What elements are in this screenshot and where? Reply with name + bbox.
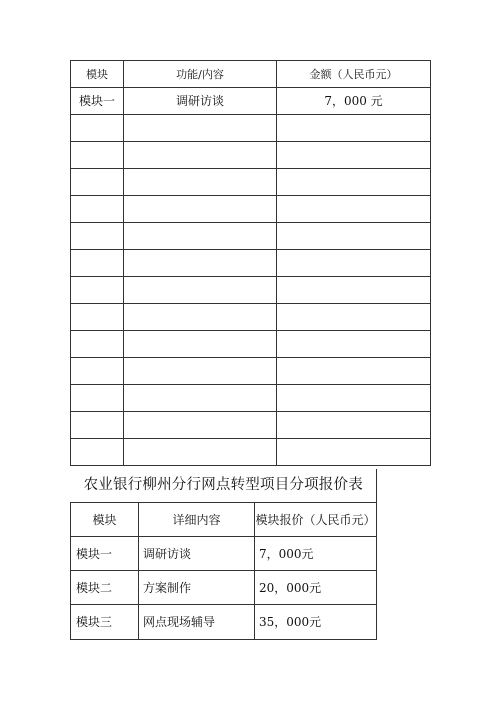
empty-cell — [124, 277, 277, 304]
table-header-row — [71, 61, 431, 88]
empty-cell — [277, 223, 431, 250]
table-header-row — [71, 503, 377, 537]
row-module: 模块一 — [71, 537, 139, 571]
row-module: 模块二 — [71, 571, 139, 605]
empty-cell — [277, 439, 431, 466]
header-function-content: 功能/内容 — [124, 61, 277, 88]
empty-table-row — [71, 412, 431, 439]
row-price: 7，000元 — [255, 537, 377, 571]
empty-cell — [71, 385, 124, 412]
empty-cell — [124, 304, 277, 331]
empty-cell — [124, 250, 277, 277]
table-row — [71, 605, 377, 640]
empty-table-row — [71, 223, 431, 250]
table-title: 农业银行柳州分行网点转型项目分项报价表 — [71, 469, 377, 503]
empty-cell — [277, 385, 431, 412]
empty-table-row — [71, 196, 431, 223]
header-detail-content: 详细内容 — [139, 503, 255, 537]
empty-table-row — [71, 115, 431, 142]
empty-table-row — [71, 169, 431, 196]
empty-cell — [124, 223, 277, 250]
empty-cell — [277, 331, 431, 358]
empty-cell — [277, 250, 431, 277]
empty-cell — [71, 115, 124, 142]
empty-cell — [71, 142, 124, 169]
header-module: 模块 — [71, 61, 124, 88]
empty-cell — [71, 412, 124, 439]
empty-cell — [277, 277, 431, 304]
module-amount-table — [70, 60, 431, 466]
empty-cell — [277, 358, 431, 385]
empty-cell — [124, 142, 277, 169]
empty-cell — [71, 223, 124, 250]
empty-table-row — [71, 304, 431, 331]
quotation-table — [70, 469, 377, 640]
empty-cell — [277, 115, 431, 142]
empty-table-row — [71, 439, 431, 466]
empty-cell — [124, 385, 277, 412]
empty-table-row — [71, 358, 431, 385]
empty-cell — [277, 196, 431, 223]
table-row — [71, 88, 431, 115]
row-content: 网点现场辅导 — [139, 605, 255, 640]
empty-cell — [71, 304, 124, 331]
empty-table-row — [71, 142, 431, 169]
empty-cell — [277, 412, 431, 439]
empty-table-row — [71, 250, 431, 277]
empty-cell — [71, 169, 124, 196]
empty-cell — [277, 304, 431, 331]
row-module: 模块三 — [71, 605, 139, 640]
empty-cell — [71, 277, 124, 304]
empty-cell — [124, 196, 277, 223]
table-title-row — [71, 469, 377, 503]
table-row — [71, 537, 377, 571]
row-content: 方案制作 — [139, 571, 255, 605]
empty-cell — [71, 250, 124, 277]
empty-cell — [71, 439, 124, 466]
empty-table-row — [71, 385, 431, 412]
row-amount: 7，000 元 — [277, 88, 431, 115]
empty-table-row — [71, 331, 431, 358]
row-price: 20，000元 — [255, 571, 377, 605]
empty-cell — [71, 196, 124, 223]
empty-cell — [277, 169, 431, 196]
empty-cell — [124, 331, 277, 358]
empty-cell — [71, 331, 124, 358]
header-amount: 金额（人民币元） — [277, 61, 431, 88]
empty-cell — [124, 169, 277, 196]
header-module: 模块 — [71, 503, 139, 537]
table-row — [71, 571, 377, 605]
row-price: 35，000元 — [255, 605, 377, 640]
empty-cell — [124, 115, 277, 142]
empty-cell — [277, 142, 431, 169]
empty-table-row — [71, 277, 431, 304]
empty-cell — [71, 358, 124, 385]
header-module-price: 模块报价（人民币元） — [255, 503, 377, 537]
empty-cell — [124, 439, 277, 466]
row-content: 调研访谈 — [139, 537, 255, 571]
empty-cell — [124, 412, 277, 439]
row-module: 模块一 — [71, 88, 124, 115]
empty-cell — [124, 358, 277, 385]
row-content: 调研访谈 — [124, 88, 277, 115]
